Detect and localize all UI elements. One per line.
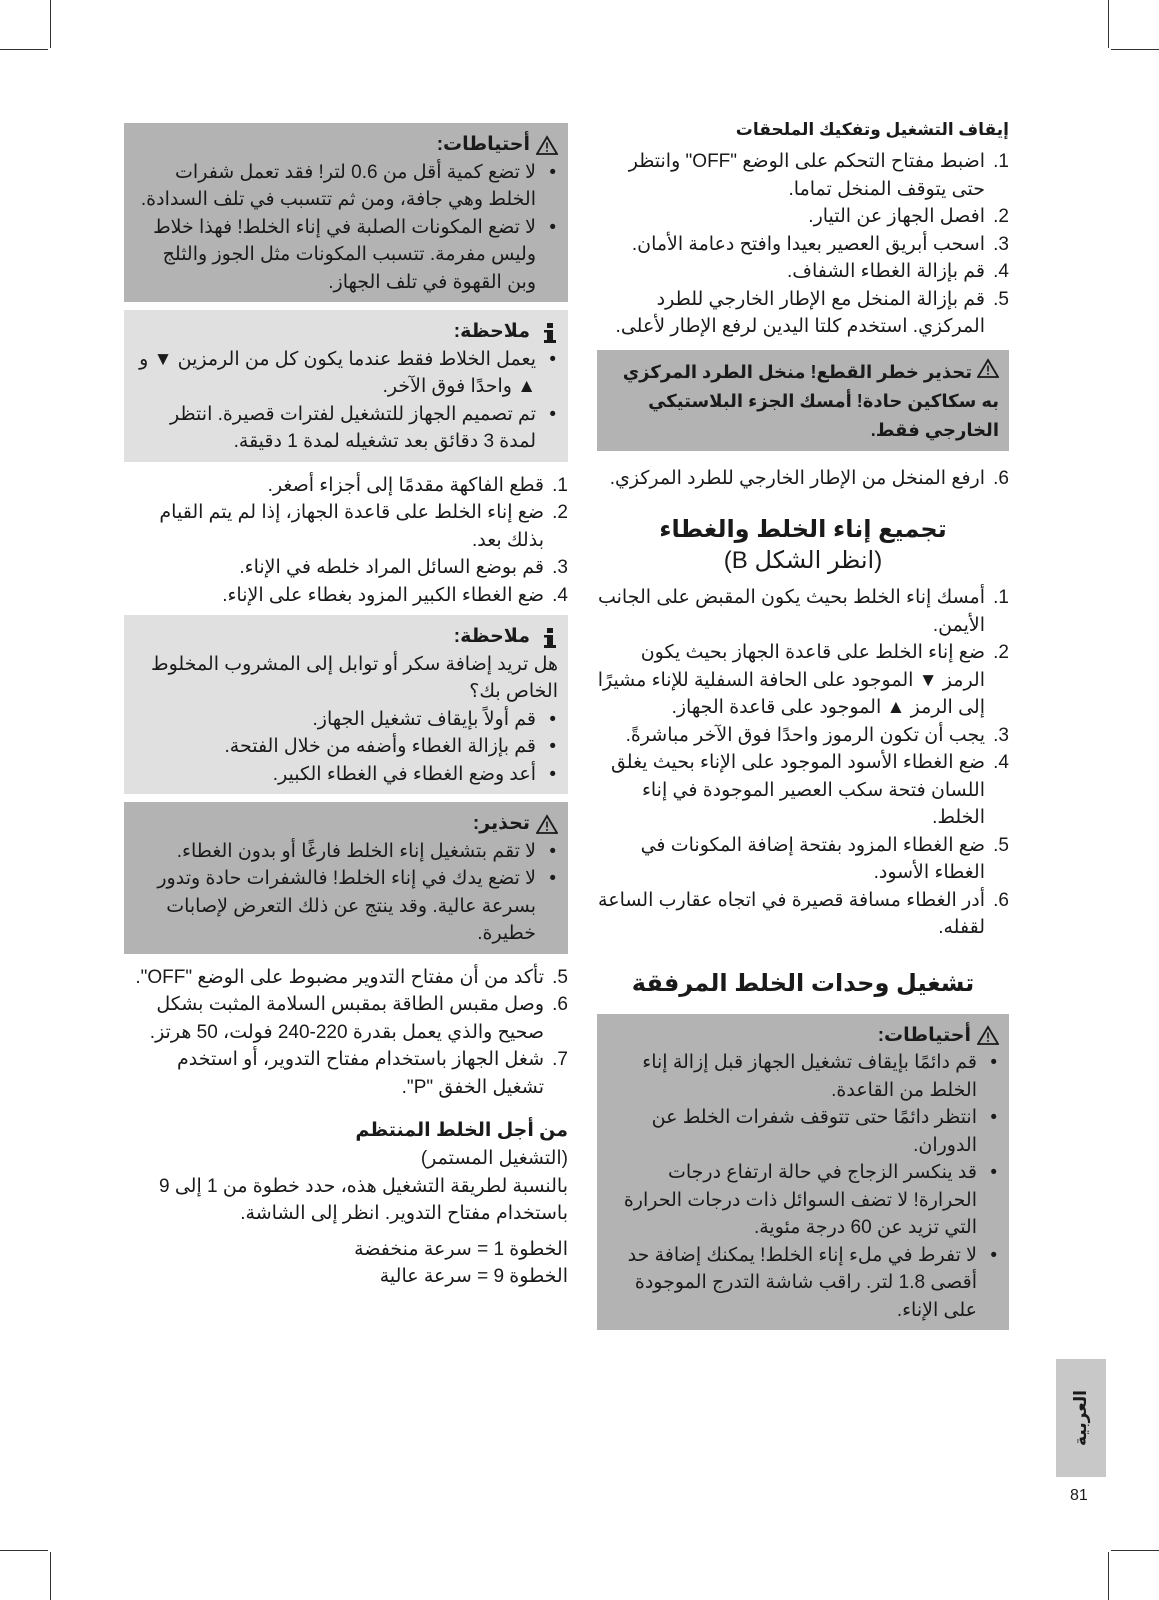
note-title: ملاحظة: (453, 626, 530, 647)
list-item: • قم أولاً بإيقاف تشغيل الجهاز. (134, 706, 558, 734)
list-item: • يعمل الخلاط فقط عندما يكون كل من الرمزين ▼ و ▲ واحدًا فوق الآخر. (134, 346, 558, 401)
caution-title: أحتياطات: (436, 134, 530, 155)
speed-step-9: الخطوة 9 = سرعة عالية (379, 1266, 568, 1287)
right-column (597, 118, 1009, 1330)
warning-triangle-icon (536, 814, 558, 834)
stop-section-title: إيقاف التشغيل وتفكيك الملحقات (735, 120, 1009, 139)
operate-section-title: تشغيل وحدات الخلط المرفقة (631, 969, 975, 997)
list-item: 3. يجب أن تكون الرموز واحدًا فوق الآخر مباشرةً. (625, 724, 1009, 746)
caution-title: أحتياطات: (877, 1024, 971, 1046)
list-item: • لا تضع كمية أقل من 0.6 لتر! فقد تعمل شفرات الخلط وهي جافة، ومن ثم تتسبب في تلف السدادة. (134, 159, 558, 214)
crop-mark (50, 0, 51, 48)
list-item: 7. شغل الجهاز باستخدام مفتاح التدوير، أو استخدم تشغيل الخفق "P". (176, 1049, 568, 1098)
list-item: 6. ارفع المنخل من الإطار الخارجي للطرد المركزي. (609, 467, 1009, 489)
list-item: 2. افصل الجهاز عن التيار. (808, 206, 1009, 227)
assembly-steps (597, 584, 1009, 942)
crop-mark (1111, 1550, 1159, 1551)
list-item: 2. ضع إناء الخلط على قاعدة الجهاز، إذا لم يتم القيام بذلك بعد. (159, 502, 568, 551)
list-item: • لا تقم بتشغيل إناء الخلط فارغًا أو بدون الغطاء. (134, 838, 558, 866)
list-item: 4. قم بإزالة الغطاء الشفاف. (786, 261, 1009, 282)
list-item: • قم بإزالة الغطاء وأضفه من خلال الفتحة. (134, 733, 558, 761)
crop-mark (1108, 1552, 1109, 1600)
list-item: 5. تأكد من أن مفتاح التدوير مضبوط على الوضع "OFF". (135, 966, 568, 988)
list-item: 1. اضبط مفتاح التحكم على الوضع "OFF" وانتظر حتى يتوقف المنخل تماما. (628, 151, 1009, 200)
list-item: 4. ضع الغطاء الكبير المزود بغطاء على الإناء. (222, 584, 568, 606)
list-item: 4. ضع الغطاء الأسود الموجود على الإناء بحيث يغلق اللسان فتحة سكب العصير الموجودة في إناء الخلط. (610, 752, 1009, 828)
warning-triangle-icon (977, 358, 999, 378)
list-item: • لا تفرط في ملء إناء الخلط! يمكنك إضافة حد أقصى 1.8 لتر. راقب شاشة التدرج الموجودة على الإناء. (607, 1242, 999, 1325)
warning-triangle-icon (977, 1025, 999, 1045)
list-item: 3. اسحب أبريق العصير بعيدا وافتح دعامة الأمان. (631, 233, 1009, 255)
operate-caution-box (597, 1014, 1009, 1331)
warning-title: تحذير: (472, 813, 530, 834)
crop-mark (50, 1552, 51, 1600)
speed-step-1: الخطوة 1 = سرعة منخفضة (354, 1238, 568, 1260)
crop-mark (0, 49, 48, 50)
list-item: • أعد وضع الغطاء في الغطاء الكبير. (134, 761, 558, 789)
list-item: 1. قطع الفاكهة مقدمًا إلى أجزاء أصغر. (267, 474, 568, 496)
blend-steps (124, 472, 568, 610)
info-icon (536, 322, 558, 342)
list-item: • انتظر دائمًا حتى تتوقف شفرات الخلط عن الدوران. (607, 1104, 999, 1159)
list-item: • لا تضع المكونات الصلبة في إناء الخلط! فهذا خلاط وليس مفرمة. تتسبب المكونات مثل الجوز والثلج وبن القهوة في تلف الجهاز. (134, 214, 558, 297)
caution-box (124, 123, 568, 302)
assembly-section-subtitle: (انظر الشكل B) (723, 547, 883, 574)
list-item: 5. قم بإزالة المنخل مع الإطار الخارجي للطرد المركزي. استخدم كلتا اليدين لرفع الإطار لأعلى. (615, 288, 1009, 337)
regular-blend-text: بالنسبة لطريقة التشغيل هذه، حدد خطوة من 1 إلى 9 باستخدام مفتاح التدوير. انظر إلى الشاشة. (158, 1175, 568, 1224)
page-number: 81 (1070, 1487, 1088, 1504)
crop-mark (1111, 49, 1159, 50)
list-item: 3. قم بوضع السائل المراد خلطه في الإناء. (239, 557, 568, 578)
language-tab-label: العربية (1071, 1389, 1090, 1446)
operate-steps (124, 964, 568, 1102)
list-item: • لا تضع يدك في إناء الخلط! فالشفرات حادة وتدور بسرعة عالية. وقد ينتج عن ذلك التعرض لإصابات خطيرة. (134, 865, 558, 948)
info-icon (536, 627, 558, 647)
list-item: • قم دائمًا بإيقاف تشغيل الجهاز قبل إزالة إناء الخلط من القاعدة. (607, 1049, 999, 1104)
note-intro: هل تريد إضافة سكر أو توابل إلى المشروب المخلوط الخاص بك؟ (151, 653, 558, 702)
cut-warning-text: تحذير خطر القطع! منخل الطرد المركزي به سكاكين حادة! أمسك الجزء البلاستيكي الخارجي فقط. (622, 361, 999, 440)
warning-triangle-icon (536, 135, 558, 155)
cut-warning-box (597, 350, 1009, 451)
note-box (124, 310, 568, 462)
list-item: • قد ينكسر الزجاج في حالة ارتفاع درجات الحرارة! لا تضف السوائل ذات درجات الحرارة التي تزيد عن 60 درجة مئوية. (607, 1159, 999, 1242)
list-item: 2. ضع إناء الخلط على قاعدة الجهاز بحيث يكون الرمز ▼ الموجود على الحافة السفلية للإناء مشيرًا إلى الرمز ▲ الموجود على قاعدة الجهاز. (597, 642, 1009, 718)
stop-steps (597, 148, 1009, 341)
note-title: ملاحظة: (453, 321, 530, 342)
list-item: 1. أمسك إناء الخلط بحيث يكون المقبض على الجانب الأيمن. (597, 587, 1009, 636)
regular-blend-title: من أجل الخلط المنتظم (355, 1120, 568, 1141)
note-box (124, 615, 568, 794)
list-item: 5. ضع الغطاء المزود بفتحة إضافة المكونات في الغطاء الأسود. (640, 834, 1009, 883)
language-tab (1056, 1359, 1106, 1477)
list-item: 6. أدر الغطاء مسافة قصيرة في اتجاه عقارب الساعة لقفله. (598, 889, 1009, 938)
list-item: 6. وصل مقبس الطاقة بمقبس السلامة المثبت بشكل صحيح والذي يعمل بقدرة 220-240 فولت، 50 هرتز. (149, 994, 568, 1043)
regular-blend-subtitle: (التشغيل المستمر) (420, 1148, 568, 1169)
list-item: • تم تصميم الجهاز للتشغيل لفترات قصيرة. انتظر لمدة 3 دقائق بعد تشغيله لمدة 1 دقيقة. (134, 401, 558, 456)
crop-mark (0, 1550, 48, 1551)
crop-mark (1108, 0, 1109, 48)
assembly-section-title: تجميع إناء الخلط والغطاء (659, 516, 947, 543)
left-column (124, 123, 568, 1291)
warning-box (124, 802, 568, 954)
